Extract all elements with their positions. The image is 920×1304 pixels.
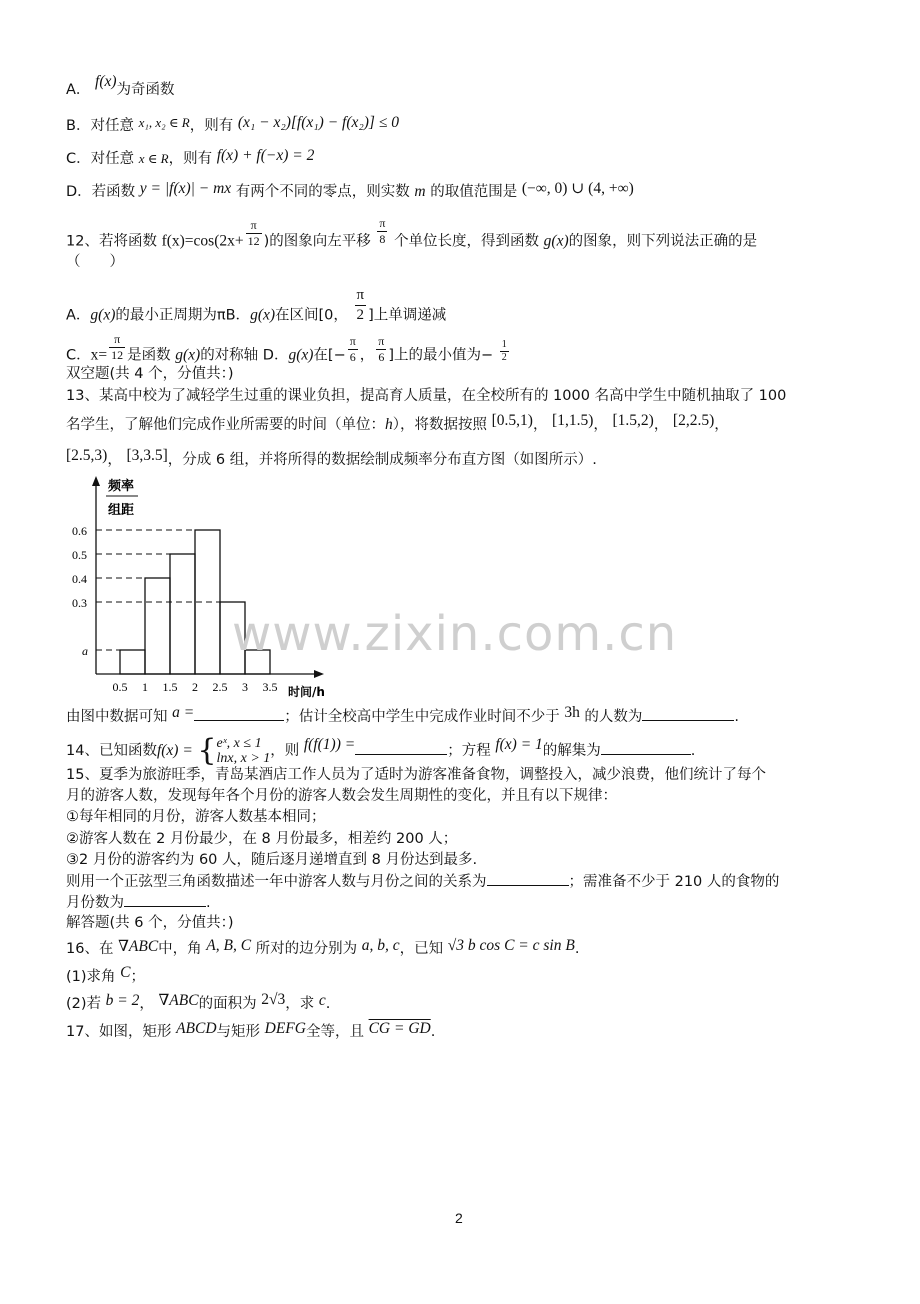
x-tick-label: 0.5 xyxy=(112,680,128,694)
y-tick-label: 0.3 xyxy=(72,596,87,610)
q13-blank-a[interactable] xyxy=(194,706,284,721)
piecewise-brace: { xyxy=(197,733,217,768)
q15-line1: 15、夏季为旅游旺季，青岛某酒店工作人员为了适时为游客准备食物，调整投入，减少浪费，他们统计了每个 xyxy=(66,767,766,783)
chart-ylabel-bottom: 组距 xyxy=(108,503,135,518)
q13-blank-count[interactable] xyxy=(642,706,734,721)
q12-stem: 12、若将函数 f(x)=cos(2x+ $\frac{\pi}{12}$ )的图象向左平移 $\frac{\pi}{8}$ 个单位长度，得到函数 g(x)的图象，则下列说法正确的是 xyxy=(66,216,758,250)
q15-blank-function[interactable] xyxy=(487,871,569,886)
q11-option-b: B．对任意 x₁, x₂ ∈ R，则有 (x₁ − x₂)[f(x₁) − f(x₂)] ≤ 0 xyxy=(66,114,399,134)
q12-answer-paren: （ ） xyxy=(66,254,124,270)
histogram-bar-3 xyxy=(170,554,195,674)
y-tick-label: 0.4 xyxy=(72,572,87,586)
chart-ylabel-top: 频率 xyxy=(108,479,135,494)
q15-blank-months[interactable] xyxy=(124,892,206,907)
q11-option-d: D．若函数 y = |f(x)| − mx 有两个不同的零点，则实数 m 的取值范围是 (−∞, 0) ∪ (4, +∞) xyxy=(66,180,634,200)
q17-stem: 17、如图，矩形 ABCD与矩形 DEFG全等，且 CG = GD. xyxy=(66,1020,436,1040)
q16-stem: 16、在 ∇ABC中，角 A, B, C 所对的边分别为 a, b, c，已知 √3 b cos C = c sin B. xyxy=(66,937,580,957)
x-tick-label: 2 xyxy=(192,680,198,694)
section-heading-solutions: 解答题(共 6 个，分值共：) xyxy=(66,915,234,931)
histogram-bar-1 xyxy=(120,650,145,674)
x-tick-label: 1 xyxy=(142,680,148,694)
x-tick-label: 3.5 xyxy=(262,680,278,694)
x-tick-label: 1.5 xyxy=(162,680,178,694)
watermark: www.zixin.com.cn xyxy=(232,606,678,662)
vector-equation: CG = GD xyxy=(368,1020,431,1037)
pi-over-12: $\frac{\pi}{12}$ xyxy=(247,218,260,248)
q13-line2: 名学生，了解他们完成作业所需要的时间（单位：h），将数据按照 [0.5,1)， [1,1.5)， [1.5,2)， [2,2.5)， xyxy=(66,412,729,433)
q16-part1: (1)求角 C； xyxy=(66,964,145,985)
q13-line1: 13、某高中校为了减轻学生过重的课业负担，提高育人质量，在全校所有的 1000 名高中学生中随机抽取了 100 xyxy=(66,388,787,404)
q15-rule-3: ③2 月份的游客约为 60 人，随后逐月递增直到 8 月份达到最多. xyxy=(66,852,478,868)
q14-blank-ff1[interactable] xyxy=(355,740,447,755)
q11-option-a: A． f(x)为奇函数 xyxy=(66,73,175,98)
q14-blank-solution-set[interactable] xyxy=(601,740,691,755)
frequency-histogram xyxy=(66,476,346,706)
chart-xlabel: 时间/h xyxy=(288,685,325,699)
y-tick-label: a xyxy=(82,644,88,658)
q15-line6: 则用一个正弦型三角函数描述一年中游客人数与月份之间的关系为 ；需准备不少于 210 人的食物的 xyxy=(66,871,779,892)
q13-question: 由图中数据可知 a = ；估计全校高中学生中完成作业时间不少于 3h 的人数为 . xyxy=(66,704,740,725)
q12-options-cd: C．x= $\frac{\pi}{12}$ 是函数 g(x)的对称轴 D．g(x)在[− $\frac{\pi}{6}$ ， $\frac{\pi}{6}$ ]上的最小值为− $\frac{1}{2}$ xyxy=(66,332,507,364)
q15-line7: 月份数为 . xyxy=(66,892,211,913)
page-number: 2 xyxy=(455,1210,463,1226)
q14: 14、已知函数f(x) = { eˣ, x ≤ 1 lnx, x > 1 ，则 f(f(1)) = ；方程 f(x) = 1的解集为 . xyxy=(66,733,696,768)
piecewise-cases: eˣ, x ≤ 1 lnx, x > 1 xyxy=(216,736,271,766)
q12-options-ab: A．g(x)的最小正周期为πB．g(x)在区间[0， $\frac{\pi}{2}$ ]上单调递减 xyxy=(66,287,447,324)
q11-a-expr: f(x) xyxy=(95,73,117,90)
x-tick-label: 3 xyxy=(242,680,248,694)
q13-line3: [2.5,3)， [3,3.5]，分成 6 组，并将所得的数据绘制成频率分布直方图（如图所示）. xyxy=(66,447,597,468)
y-tick-label: 0.5 xyxy=(72,548,87,562)
q16-part2: (2)若 b = 2， ∇ABC的面积为 2√3，求 c. xyxy=(66,991,331,1012)
pi-over-8: $\frac{\pi}{8}$ xyxy=(379,216,386,246)
section-heading-double-blank: 双空题(共 4 个，分值共：) xyxy=(66,366,234,382)
y-axis-arrow xyxy=(92,476,100,486)
q15-line2: 月的游客人数，发现每年各个月份的游客人数会发生周期性的变化，并且有以下规律： xyxy=(66,788,617,804)
x-tick-label: 2.5 xyxy=(212,680,228,694)
x-axis-arrow xyxy=(314,670,324,678)
histogram-bar-2 xyxy=(145,578,170,674)
pi-over-2: $\frac{\pi}{2}$ xyxy=(356,287,365,323)
q11-option-c: C．对任意 x ∈ R，则有 f(x) + f(−x) = 2 xyxy=(66,147,315,167)
chart-y-ticks xyxy=(72,524,88,658)
chart-x-ticks xyxy=(113,680,278,694)
q15-rule-2: ②游客人数在 2 月份最少，在 8 月份最多，相差约 200 人； xyxy=(66,831,458,847)
y-tick-label: 0.6 xyxy=(72,524,87,538)
q15-rule-1: ①每年相同的月份，游客人数基本相同； xyxy=(66,809,326,825)
